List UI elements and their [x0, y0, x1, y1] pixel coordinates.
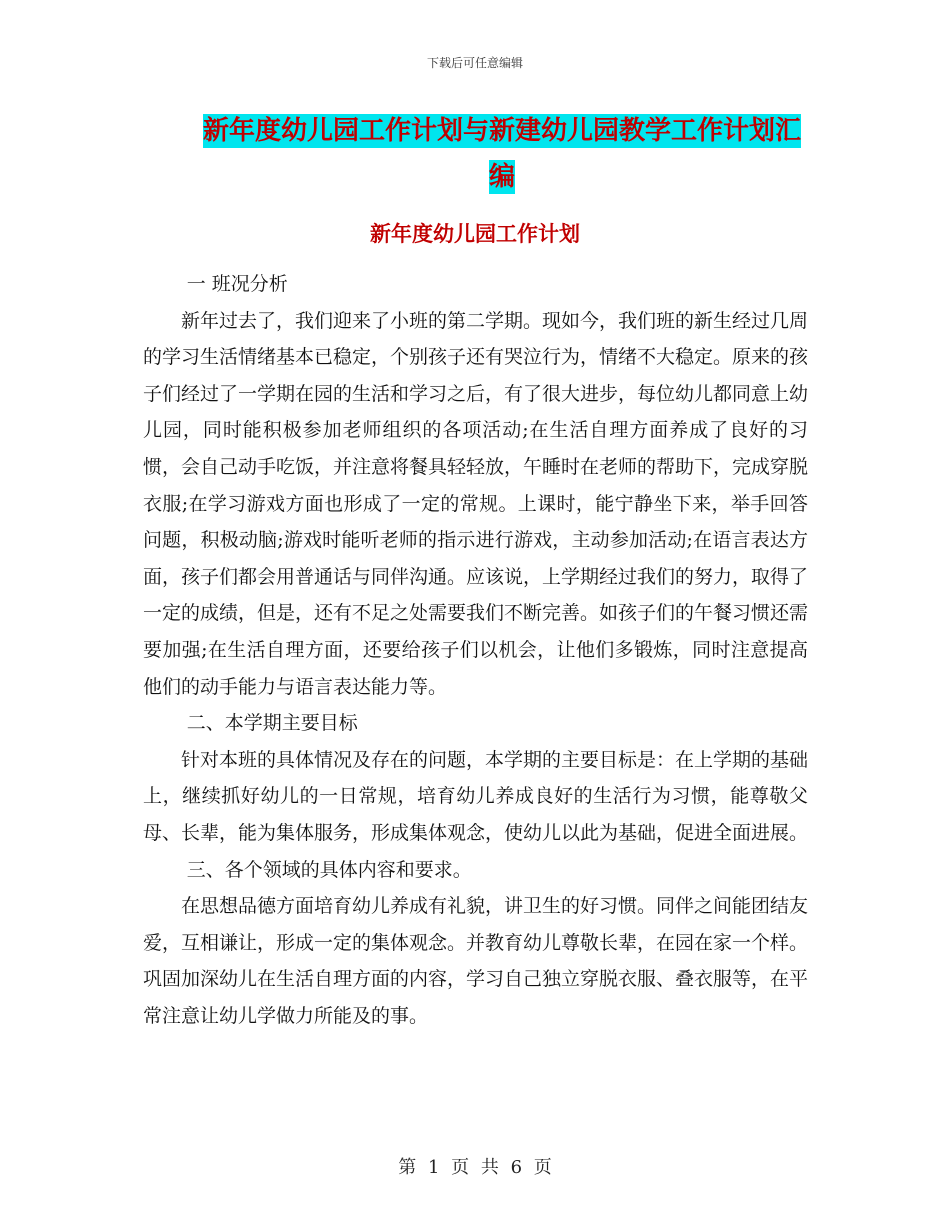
- paragraph-domain-requirements: 在思想品德方面培育幼儿养成有礼貌，讲卫生的好习惯。同伴之间能团结友爱，互相谦让，形成一定的集体观念。并教育幼儿尊敬长辈，在园在家一个样。巩固加深幼儿在生活自理方面的内容，学习自己独立穿脱衣服、叠衣服等，在平常注意让幼儿学做力所能及的事。: [143, 895, 809, 1027]
- document-body: [143, 266, 808, 1034]
- document-title-text: 新年度幼儿园工作计划与新建幼儿园教学工作计划汇编: [202, 116, 801, 192]
- heading-domain-requirements: 三、各个领域的具体内容和要求。: [186, 858, 472, 881]
- document-title: [192, 108, 812, 200]
- paragraph-class-analysis: 新年过去了，我们迎来了小班的第二学期。现如今，我们班的新生经过几周的学习生活情绪基本已稳定，个别孩子还有哭泣行为，情绪不大稳定。原来的孩子们经过了一学期在园的生活和学习之后，有了很大进步，每位幼儿都同意上幼儿园，同时能积极参加老师组织的各项活动;在生活自理方面养成了良好的习惯，会自己动手吃饭，并注意将餐具轻轻放，午睡时在老师的帮助下，完成穿脱衣服;在学习游戏方面也形成了一定的常规。上课时，能宁静坐下来，举手回答问题，积极动脑;游戏时能听老师的指示进行游戏，主动参加活动;在语言表达方面，孩子们都会用普通话与同伴沟通。应该说，上学期经过我们的努力，取得了一定的成绩，但是，还有不足之处需要我们不断完善。如孩子们的午餐习惯还需要加强;在生活自理方面，还要给孩子们以机会，让他们多锻炼，同时注意提高他们的动手能力与语言表达能力等。: [143, 309, 809, 698]
- header-note: 下载后可任意编辑: [426, 56, 523, 70]
- heading-main-goals: 二、本学期主要目标: [186, 712, 358, 735]
- page-number-footer: 第 1 页 共 6 页: [398, 1157, 552, 1178]
- paragraph-main-goals: 针对本班的具体情况及存在的问题，本学期的主要目标是：在上学期的基础上，继续抓好幼儿的一日常规，培育幼儿养成良好的生活行为习惯，能尊敬父母、长辈，能为集体服务，形成集体观念，使幼儿以此为基础，促进全面进展。: [143, 748, 809, 844]
- heading-class-analysis: 一 班况分析: [186, 273, 288, 295]
- section-subtitle: 新年度幼儿园工作计划: [370, 221, 580, 246]
